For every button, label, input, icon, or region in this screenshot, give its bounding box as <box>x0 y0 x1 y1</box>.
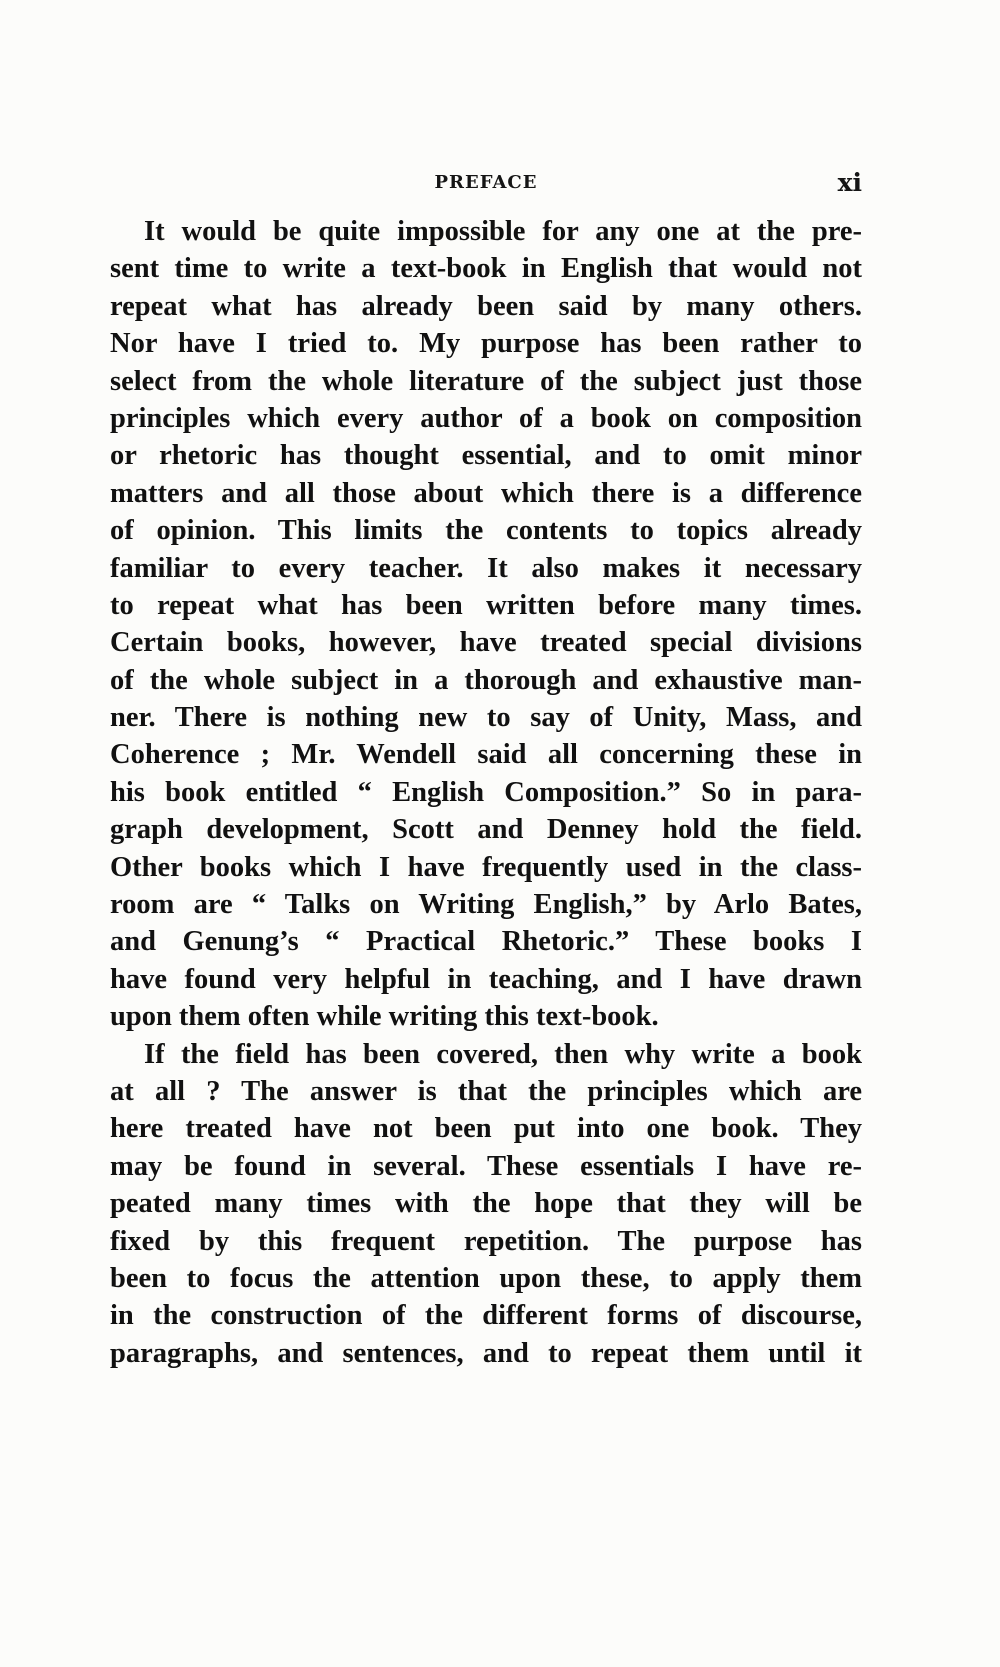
text-line: in the construction of the different forms of discourse, <box>110 1300 862 1332</box>
paragraph-2 <box>110 1036 862 1373</box>
text-line: peated many times with the hope that they will be <box>110 1188 862 1220</box>
text-line: repeat what has already been said by many others. <box>110 290 862 322</box>
text-line: paragraphs, and sentences, and to repeat them until it <box>110 1337 862 1369</box>
running-head: PREFACE <box>434 172 538 193</box>
text-line: If the field has been covered, then why write a book <box>144 1038 862 1070</box>
text-line: have found very helpful in teaching, and I have drawn <box>110 963 862 995</box>
text-line: Other books which I have frequently used in the class- <box>110 851 862 883</box>
text-line: may be found in several. These essentials I have re- <box>110 1150 862 1182</box>
paragraph-1 <box>110 213 862 1036</box>
text-line: at all ? The answer is that the principles which are <box>110 1075 862 1107</box>
text-line: of opinion. This limits the contents to topics already <box>110 515 862 547</box>
text-line: here treated have not been put into one book. They <box>110 1113 862 1145</box>
page-number: xi <box>837 168 862 197</box>
text-line: fixed by this frequent repetition. The purpose has <box>110 1225 862 1257</box>
text-line: principles which every author of a book on composition <box>110 402 862 434</box>
text-line: select from the whole literature of the subject just those <box>110 365 862 397</box>
text-line: Certain books, however, have treated special divisions <box>110 627 862 659</box>
text-line: been to focus the attention upon these, to apply them <box>110 1262 862 1294</box>
text-line: It would be quite impossible for any one at the pre- <box>144 216 862 247</box>
text-line: of the whole subject in a thorough and exhaustive man- <box>110 664 862 696</box>
text-line: or rhetoric has thought essential, and to omit minor <box>110 440 862 472</box>
text-line: Coherence ; Mr. Wendell said all concerning these in <box>110 739 862 771</box>
text-line: Nor have I tried to. My purpose has been rather to <box>110 328 862 360</box>
text-line: to repeat what has been written before many times. <box>110 589 862 621</box>
page-header <box>110 168 862 202</box>
text-line: and Genung’s “ Practical Rhetoric.” These books I <box>110 926 862 958</box>
body-text <box>110 213 862 1372</box>
text-line: upon them often while writing this text-book. <box>110 1001 659 1033</box>
text-line: familiar to every teacher. It also makes it necessary <box>110 552 862 584</box>
text-line: his book entitled “ English Composition.” So in para- <box>110 776 862 808</box>
text-line: graph development, Scott and Denney hold the field. <box>110 814 862 846</box>
text-line: sent time to write a text-book in English that would not <box>110 253 862 285</box>
text-line: ner. There is nothing new to say of Unity, Mass, and <box>110 702 862 734</box>
text-line: matters and all those about which there is a difference <box>110 477 862 509</box>
text-line: room are “ Talks on Writing English,” by Arlo Bates, <box>110 889 862 921</box>
